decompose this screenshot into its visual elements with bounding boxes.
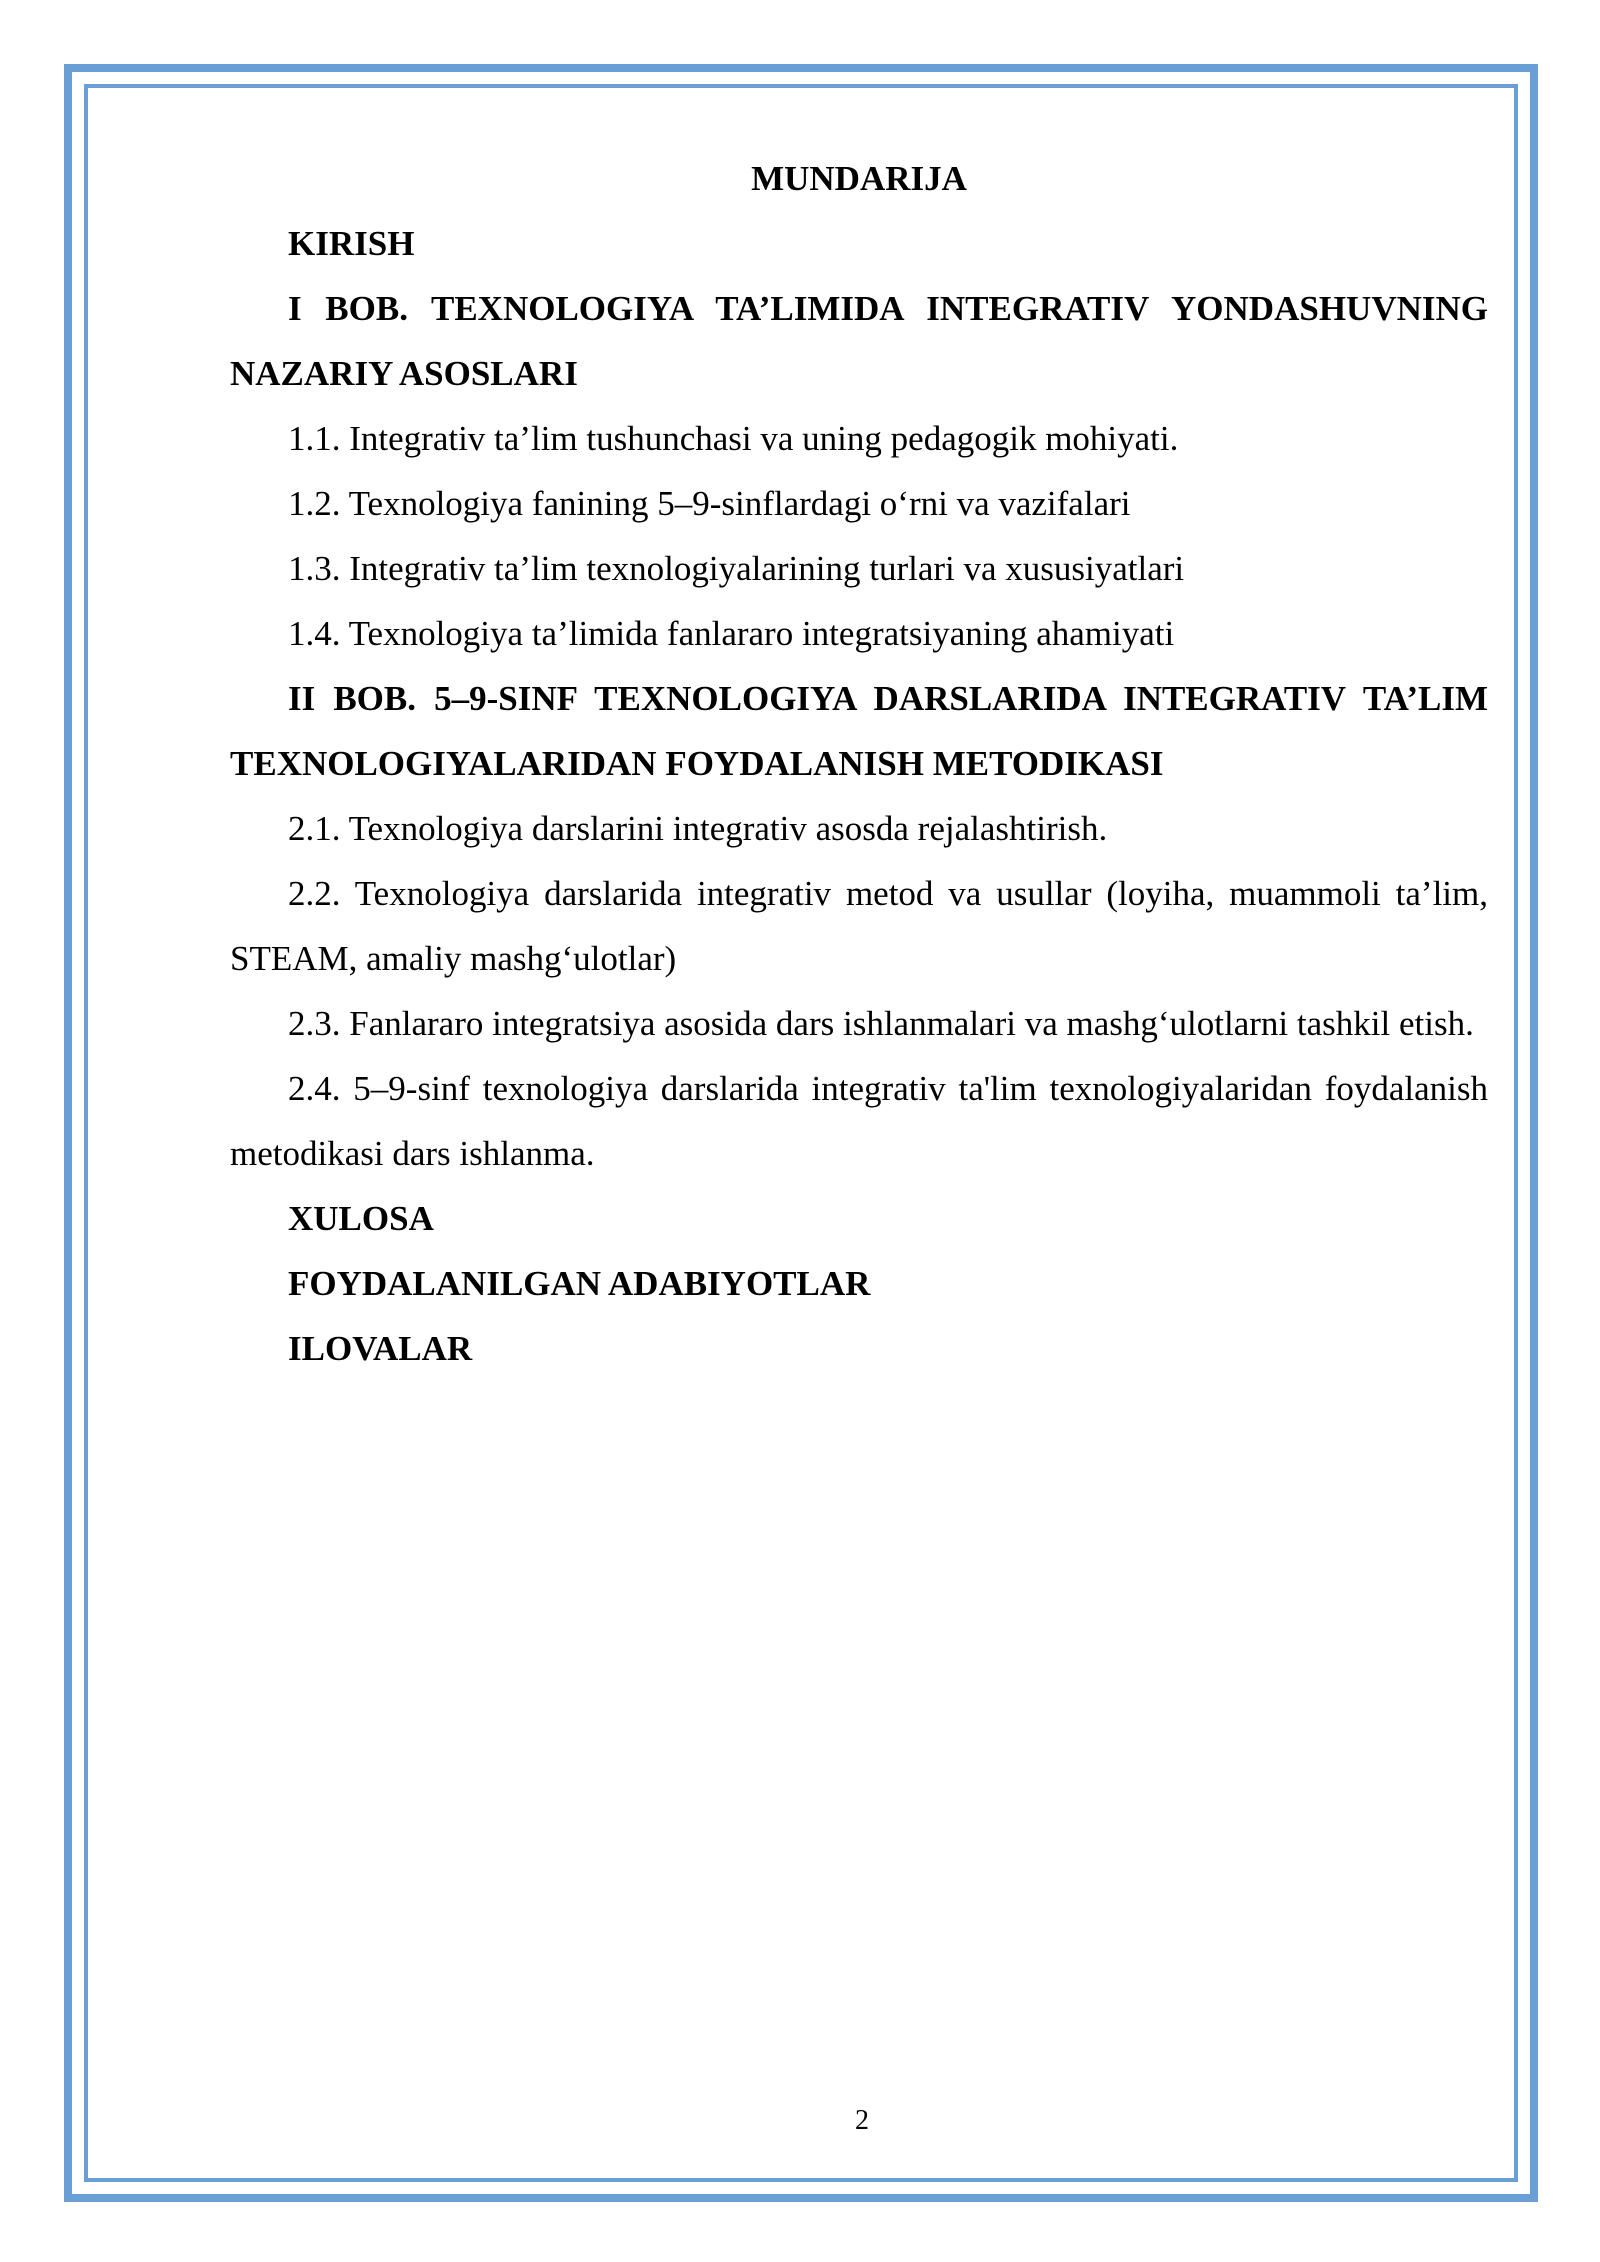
toc-entry-section-2-3: 2.3. Fanlararo integratsiya asosida dars ishlanmalari va mashg‘ulotlarni tashkil etish. — [288, 1004, 1474, 1043]
toc-entry-xulosa: XULOSA — [288, 1199, 434, 1238]
toc-entry-section-1-2: 1.2. Texnologiya fanining 5–9-sinflardagi o‘rni va vazifalari — [288, 484, 1131, 523]
toc-entry-kirish: KIRISH — [288, 224, 415, 263]
toc-entry-adabiyotlar: FOYDALANILGAN ADABIYOTLAR — [288, 1264, 871, 1303]
toc-entry-section-1-1: 1.1. Integrativ ta’lim tushunchasi va uning pedagogik mohiyati. — [288, 419, 1179, 458]
toc-entry-section-2-4: 2.4. 5–9-sinf texnologiya darslarida integrativ ta'lim texnologiyalaridan foydalanish metodikasi dars ishlanma. — [230, 1069, 1488, 1173]
toc-entry-section-2-1: 2.1. Texnologiya darslarini integrativ asosda rejalashtirish. — [288, 809, 1108, 848]
toc-entry-section-2-2: 2.2. Texnologiya darslarida integrativ metod va usullar (loyiha, muammoli ta’lim, STEAM, amaliy mashg‘ulotlar) — [230, 874, 1488, 978]
table-of-contents — [230, 146, 1488, 1381]
toc-entry-section-1-4: 1.4. Texnologiya ta’limida fanlararo integratsiyaning ahamiyati — [288, 614, 1175, 653]
toc-entry-chapter-2: II BOB. 5–9-SINF TEXNOLOGIYA DARSLARIDA INTEGRATIV TA’LIM TEXNOLOGIYALARIDAN FOYDALANISH METODIKASI — [230, 679, 1488, 783]
toc-entry-section-1-3: 1.3. Integrativ ta’lim texnologiyalarining turlari va xususiyatlari — [288, 549, 1185, 588]
toc-entry-ilovalar: ILOVALAR — [288, 1329, 473, 1368]
toc-title: MUNDARIJA — [751, 159, 967, 198]
toc-entry-chapter-1: I BOB. TEXNOLOGIYA TA’LIMIDA INTEGRATIV YONDASHUVNING NAZARIY ASOSLARI — [230, 289, 1488, 393]
page-number: 2 — [855, 2105, 869, 2136]
